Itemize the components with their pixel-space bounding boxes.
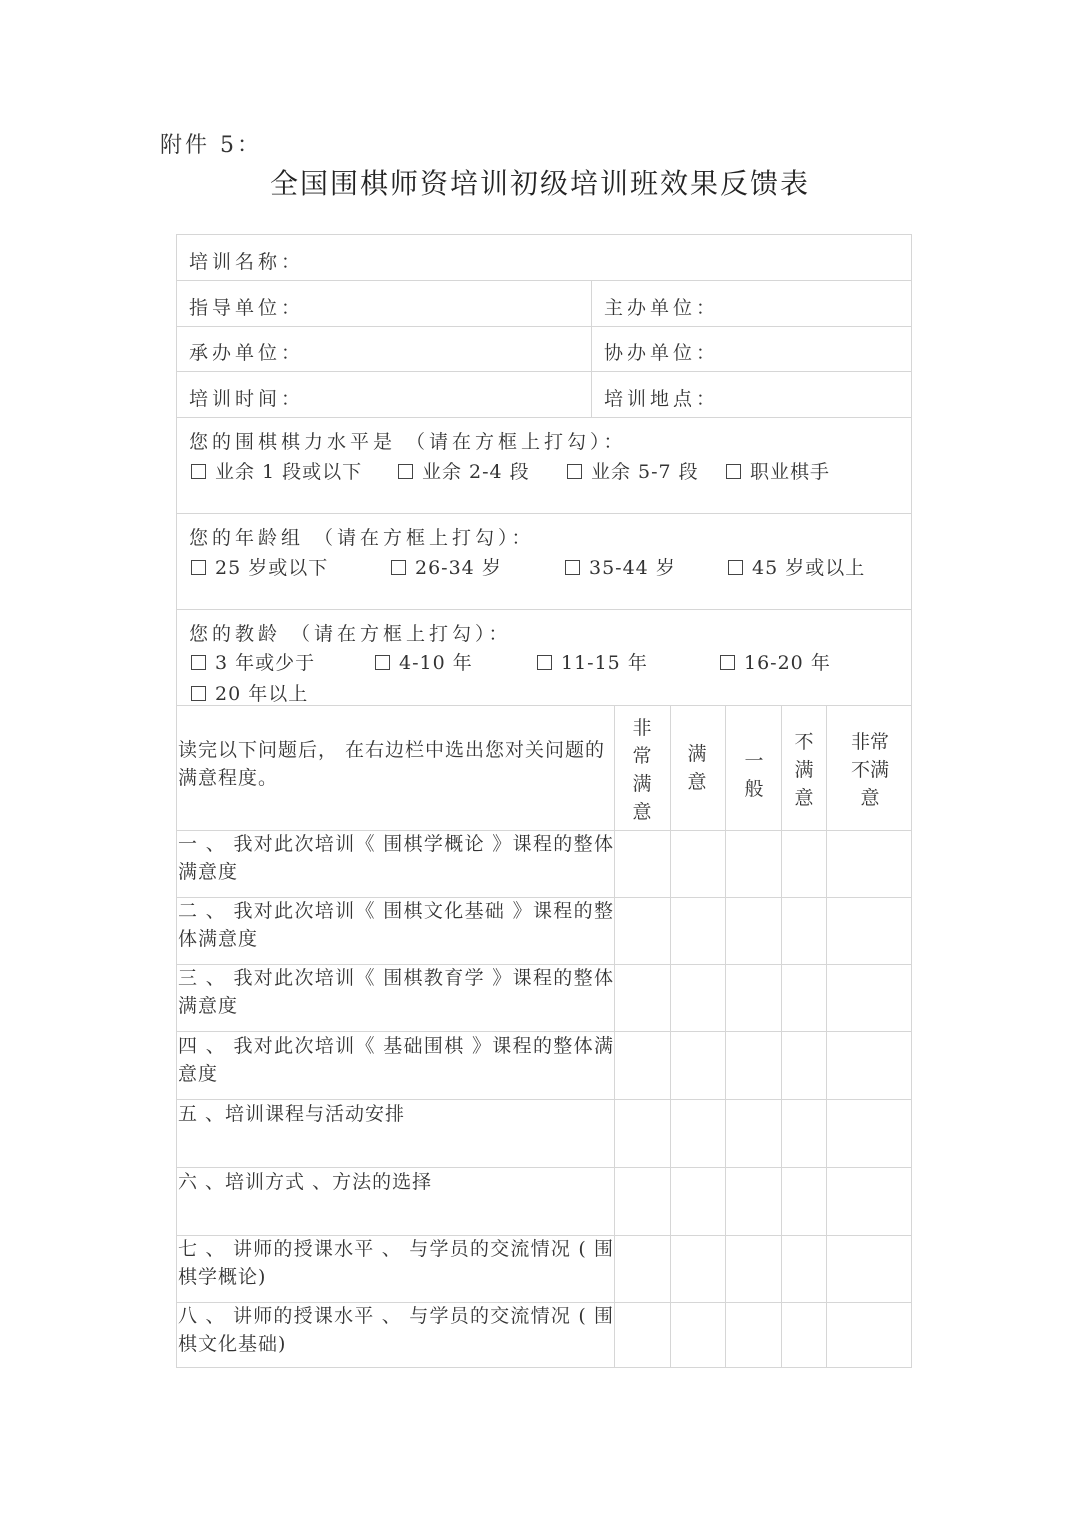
level-option-checkbox[interactable]: 业余 1 段或以下	[191, 457, 362, 484]
row-divider	[176, 326, 912, 327]
checkbox-icon	[565, 560, 580, 575]
checkbox-icon	[191, 655, 206, 670]
row-divider	[176, 609, 912, 610]
guiding-unit-label: 指导单位：	[189, 297, 305, 319]
column-divider	[614, 705, 615, 1368]
training-name-label: 培训名称：	[189, 251, 305, 273]
checkbox-icon	[720, 655, 735, 670]
survey-question: 五 、培训课程与活动安排	[178, 1103, 406, 1125]
checkbox-icon	[191, 560, 206, 575]
co-organizer-unit-label: 协办单位：	[604, 342, 720, 364]
column-header-very-satisfied: 非常满意	[632, 717, 652, 823]
checkbox-icon	[375, 655, 390, 670]
form-title: 全国围棋师资培训初级培训班效果反馈表	[269, 167, 810, 200]
checkbox-icon	[537, 655, 552, 670]
organizer-unit-label: 承办单位：	[189, 342, 305, 364]
teaching-years-option-checkbox[interactable]: 20 年以上	[191, 679, 308, 706]
checkbox-icon	[728, 560, 743, 575]
attachment-label: 附件 5：	[160, 133, 262, 158]
survey-question: 八 、 讲师的授课水平 、 与学员的交流情况 ( 围棋文化基础)	[178, 1305, 614, 1355]
column-divider	[670, 705, 671, 1368]
teaching-years-option-checkbox[interactable]: 16-20 年	[720, 648, 831, 675]
age-option-checkbox[interactable]: 35-44 岁	[565, 553, 676, 580]
teaching-years-prompt: 您的教龄 （请在方框上打勾）：	[189, 623, 512, 645]
column-divider	[591, 280, 592, 417]
column-header-satisfied: 满意	[687, 743, 707, 793]
age-option-checkbox[interactable]: 45 岁或以上	[728, 553, 865, 580]
training-time-label: 培训时间：	[189, 388, 305, 410]
age-option-checkbox[interactable]: 25 岁或以下	[191, 553, 328, 580]
column-header-neutral: 一般	[744, 750, 764, 800]
age-prompt: 您的年龄组 （请在方框上打勾）：	[189, 527, 535, 549]
teaching-years-option-checkbox[interactable]: 4-10 年	[375, 648, 473, 675]
level-option-checkbox[interactable]: 业余 5-7 段	[567, 457, 699, 484]
row-divider	[176, 371, 912, 372]
column-divider	[826, 705, 827, 1368]
level-option-checkbox[interactable]: 职业棋手	[726, 457, 830, 484]
column-header-very-dissatisfied: 非常不满意	[850, 731, 889, 809]
survey-intro: 读完以下问题后， 在右边栏中选出您对关问题的满意程度。	[178, 739, 606, 789]
row-divider	[176, 417, 912, 418]
row-divider	[176, 280, 912, 281]
survey-question: 一 、 我对此次培训《 围棋学概论 》课程的整体满意度	[178, 833, 614, 883]
survey-question: 三 、 我对此次培训《 围棋教育学 》课程的整体满意度	[178, 967, 614, 1017]
teaching-years-option-checkbox[interactable]: 3 年或少于	[191, 648, 315, 675]
survey-question: 六 、培训方式 、方法的选择	[178, 1171, 433, 1193]
survey-question: 七 、 讲师的授课水平 、 与学员的交流情况 ( 围棋学概论)	[178, 1238, 614, 1288]
checkbox-icon	[567, 464, 582, 479]
survey-question: 二 、 我对此次培训《 围棋文化基础 》课程的整体满意度	[178, 900, 614, 950]
teaching-years-option-checkbox[interactable]: 11-15 年	[537, 648, 648, 675]
level-prompt: 您的围棋棋力水平是 （请在方框上打勾）：	[189, 431, 627, 453]
host-unit-label: 主办单位：	[604, 297, 720, 319]
age-option-checkbox[interactable]: 26-34 岁	[391, 553, 502, 580]
checkbox-icon	[391, 560, 406, 575]
column-header-dissatisfied: 不满意	[794, 731, 814, 809]
training-location-label: 培训地点：	[604, 388, 720, 410]
survey-question: 四 、 我对此次培训《 基础围棋 》课程的整体满意度	[178, 1035, 614, 1085]
checkbox-icon	[398, 464, 413, 479]
row-divider	[176, 513, 912, 514]
level-option-checkbox[interactable]: 业余 2-4 段	[398, 457, 530, 484]
column-divider	[725, 705, 726, 1368]
checkbox-icon	[191, 686, 206, 701]
column-divider	[781, 705, 782, 1368]
checkbox-icon	[191, 464, 206, 479]
checkbox-icon	[726, 464, 741, 479]
